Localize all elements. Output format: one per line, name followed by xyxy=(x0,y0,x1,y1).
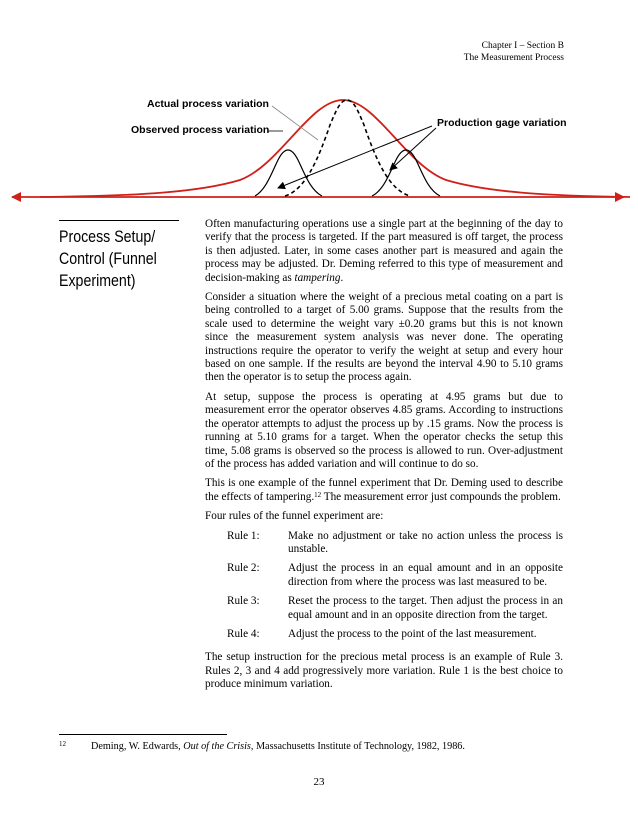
gage-variation-label: Production gage variation xyxy=(437,117,567,129)
paragraph-conclusion: The setup instruction for the precious metal process is an example of Rule 3. Rules 2, 3 and 4 add progressively more variation. Rule 1 is the best choice to produce minimum variation. xyxy=(205,651,563,691)
variation-diagram xyxy=(0,0,638,215)
paragraph-four-rules: Four rules of the funnel experiment are: xyxy=(205,510,384,523)
observed-variation-curve xyxy=(285,100,410,196)
chapter-label: Chapter I – Section B xyxy=(481,41,564,51)
paragraph-setup-example: At setup, suppose the process is operating at 4.95 grams but due to measurement error the operator observes 4.85 grams. According to instructions the operator attempts to adjust the process up by .15 grams. Now the process is running at 5.10 grams for a target. When the operator checks the setup this time, 5.08 grams is observed so the process is allowed to run. Over-adjustment of the process has added variation and will continue to do so. xyxy=(205,390,563,470)
rule-item: Rule 3: Reset the process to the target. Then adjust the process in an equal amount and in an opposite direction from the target. xyxy=(227,595,563,621)
section-label: The Measurement Process xyxy=(463,53,564,63)
paragraph-funnel-experiment: This is one example of the funnel experiment that Dr. Deming used to describe the effects of tampering.$^{12}$ The measurement error just compounds the problem. xyxy=(205,477,563,503)
footnote: $^{12}$ Deming, W. Edwards, Out of the Crisis, Massachusetts Institute of Technology, 1982, 1986. xyxy=(59,740,465,752)
paragraph-tampering: Often manufacturing operations use a single part at the beginning of the day to verify that the process is targeted. If the part measured is off target, the process is then adjusted. Later, in some cases another part is measured and again the process may be adjusted. Dr. Deming referred to this type of measurement and decision-making as tampering. xyxy=(205,218,563,284)
footnote-divider xyxy=(59,734,227,735)
main-text xyxy=(205,218,563,698)
actual-variation-label: Actual process variation xyxy=(147,98,269,110)
rules-list xyxy=(205,530,563,642)
paragraph-precious-metal: Consider a situation where the weight of a precious metal coating on a part is being controlled to a target of 5.00 grams. Suppose that the results from the scale used to determine the weight vary ±0.20 grams but this is not known since the measurement system analysis was never done. The operating instructions require the operator to verify the weight at setup and every hour based on one sample. If the results are beyond the interval 4.90 to 5.10 grams then the operator is to setup the process again. xyxy=(205,291,563,384)
actual-leader-line xyxy=(272,106,318,140)
rule-item: Rule 4: Adjust the process to the point of the last measurement. xyxy=(227,627,537,640)
page-number: 23 xyxy=(313,776,325,788)
gage-arrow-right xyxy=(390,128,436,170)
footnote-reference[interactable]: 12 xyxy=(314,490,322,499)
footnote-number: 12 xyxy=(59,740,66,748)
sidebar-divider xyxy=(59,220,179,221)
gage-variation-right-curve xyxy=(372,150,440,196)
gage-variation-left-curve xyxy=(255,150,322,196)
observed-variation-label: Observed process variation xyxy=(131,124,270,136)
rule-item: Rule 1: Make no adjustment or take no action unless the process is unstable. xyxy=(227,529,563,555)
gage-arrow-left xyxy=(278,126,432,188)
section-sidebar-title: Process Setup/ Control (Funnel Experiment) xyxy=(59,228,157,290)
rule-item: Rule 2: Adjust the process in an equal amount and in an opposite direction from where the process was last measured to be. xyxy=(227,562,563,588)
